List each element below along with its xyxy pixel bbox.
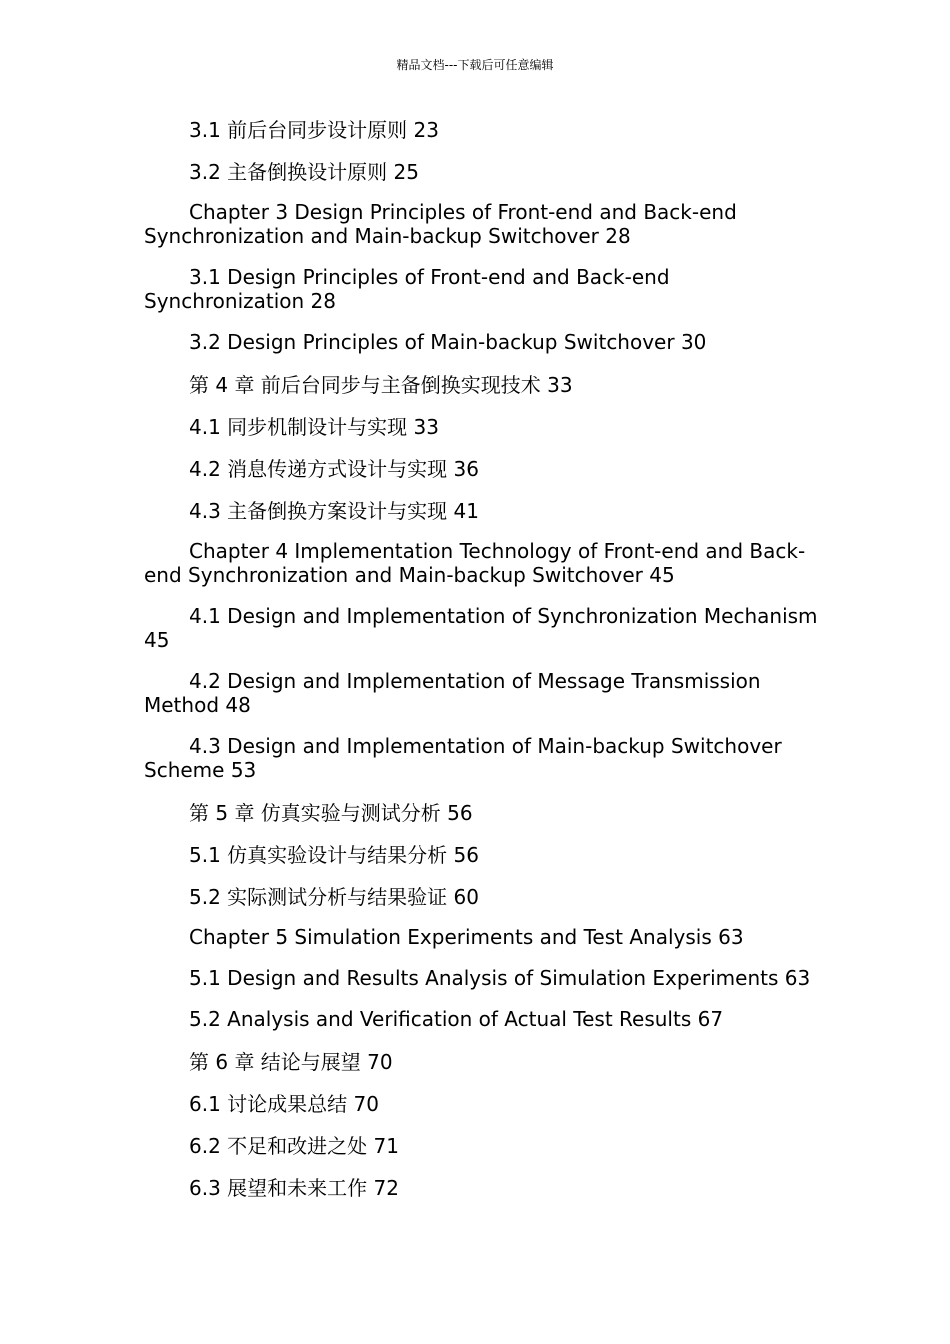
toc-entry: Chapter 5 Simulation Experiments and Test Analysis 63 <box>189 925 744 949</box>
toc-entry: 4.2 消息传递方式设计与实现 36 <box>189 457 479 481</box>
toc-entry: 4.2 Design and Implementation of Message Transmission Method 48 <box>144 669 761 717</box>
toc-entry: 第 6 章 结论与展望 70 <box>189 1050 393 1074</box>
toc-entry: 5.1 Design and Results Analysis of Simulation Experiments 63 <box>189 966 811 990</box>
toc-entry: 6.1 讨论成果总结 70 <box>189 1092 379 1116</box>
toc-entry: Chapter 4 Implementation Technology of Front-end and Back-end Synchronization and Main-backup Switchover 45 <box>144 539 806 587</box>
toc-entry: 6.3 展望和未来工作 72 <box>189 1176 399 1200</box>
toc-entry: 第 5 章 仿真实验与测试分析 56 <box>189 801 473 825</box>
toc-entry: 4.3 主备倒换方案设计与实现 41 <box>189 499 479 523</box>
toc-entry: 5.2 Analysis and Verification of Actual Test Results 67 <box>189 1007 724 1031</box>
toc-entry: 3.1 前后台同步设计原则 23 <box>189 118 439 142</box>
table-of-contents <box>144 116 824 1216</box>
toc-entry: Chapter 3 Design Principles of Front-end and Back-end Synchronization and Main-backup Switchover 28 <box>144 200 737 248</box>
page-header: 精品文档---下载后可任意编辑 <box>396 58 554 72</box>
toc-entry: 6.2 不足和改进之处 71 <box>189 1134 399 1158</box>
toc-entry: 3.1 Design Principles of Front-end and Back-end Synchronization 28 <box>144 265 670 313</box>
toc-entry: 5.2 实际测试分析与结果验证 60 <box>189 885 479 909</box>
toc-entry: 4.1 同步机制设计与实现 33 <box>189 415 439 439</box>
toc-entry: 4.1 Design and Implementation of Synchronization Mechanism 45 <box>144 604 818 652</box>
toc-entry: 4.3 Design and Implementation of Main-backup Switchover Scheme 53 <box>144 734 782 782</box>
toc-entry: 5.1 仿真实验设计与结果分析 56 <box>189 843 479 867</box>
toc-entry: 3.2 Design Principles of Main-backup Switchover 30 <box>189 330 707 354</box>
toc-entry: 第 4 章 前后台同步与主备倒换实现技术 33 <box>189 373 573 397</box>
toc-entry: 3.2 主备倒换设计原则 25 <box>189 160 419 184</box>
